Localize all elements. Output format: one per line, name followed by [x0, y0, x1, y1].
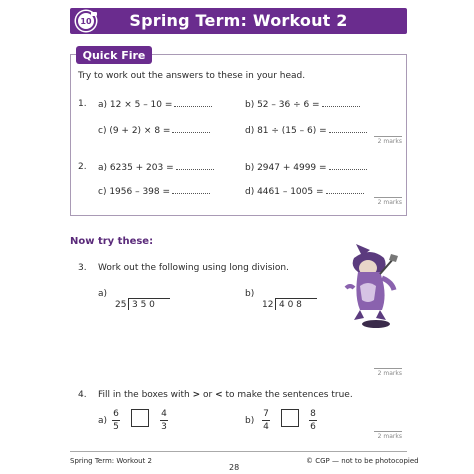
quick-fire-intro: Try to work out the answers to these in your head. — [78, 71, 306, 81]
marks-label: 2 marks — [377, 199, 402, 206]
footer-copyright: © CGP — not to be photocopied — [306, 457, 419, 465]
comparison-box-4b[interactable] — [281, 409, 299, 427]
question-1-number: 1. — [78, 99, 87, 109]
question-2-number: 2. — [78, 162, 87, 172]
footer-title: Spring Term: Workout 2 — [70, 457, 152, 465]
comparison-box-4a[interactable] — [131, 409, 149, 427]
question-1b: b) 52 – 36 ÷ 6 = — [245, 99, 360, 111]
marks-label: 2 marks — [377, 138, 402, 145]
answer-space[interactable] — [174, 99, 212, 107]
question-2b: b) 2947 + 4999 = — [245, 162, 367, 174]
fraction: 6 5 — [113, 409, 119, 432]
answer-space[interactable] — [176, 162, 214, 170]
question-3a-label: a) — [98, 289, 108, 299]
answer-space[interactable] — [329, 162, 367, 170]
dividend-3b: 4 0 8 — [279, 300, 302, 310]
question-4-text: Fill in the boxes with > or < to make the sentences true. — [98, 390, 353, 400]
quick-fire-label: Quick Fire — [76, 46, 152, 64]
answer-space[interactable] — [322, 99, 360, 107]
question-3b-label: b) — [245, 289, 255, 299]
question-1c: c) (9 + 2) × 8 = — [98, 125, 210, 137]
page-title: Spring Term: Workout 2 — [129, 11, 348, 30]
question-3-number: 3. — [78, 263, 87, 273]
page-header — [70, 8, 407, 34]
dividend-3a: 3 5 0 — [132, 300, 155, 310]
wizard-illustration — [336, 238, 408, 330]
answer-space[interactable] — [172, 125, 210, 133]
fraction: 8 6 — [310, 409, 316, 432]
fraction: 7 4 — [263, 409, 269, 432]
answer-space[interactable] — [329, 125, 367, 133]
question-2d: d) 4461 – 1005 = — [245, 186, 364, 198]
question-2c: c) 1956 – 398 = — [98, 186, 210, 198]
answer-space[interactable] — [172, 186, 210, 194]
fraction: 4 3 — [161, 409, 167, 432]
question-4-number: 4. — [78, 390, 87, 400]
divisor-3a: 25 — [115, 300, 127, 310]
marks-label: 2 marks — [377, 433, 402, 440]
footer-divider — [70, 451, 407, 452]
question-3-text: Work out the following using long division. — [98, 263, 289, 273]
question-4b-label: b) — [245, 416, 255, 426]
divisor-3b: 12 — [262, 300, 274, 310]
question-4a-label: a) — [98, 416, 108, 426]
question-2a: a) 6235 + 203 = — [98, 162, 214, 174]
workout-number: 10 — [80, 16, 92, 26]
answer-space[interactable] — [326, 186, 364, 194]
section-heading: Now try these: — [70, 236, 154, 247]
question-1d: d) 81 ÷ (15 – 6) = — [245, 125, 367, 137]
question-1a: a) 12 × 5 – 10 = — [98, 99, 212, 111]
page-number: 28 — [229, 463, 240, 472]
marks-label: 2 marks — [377, 370, 402, 377]
